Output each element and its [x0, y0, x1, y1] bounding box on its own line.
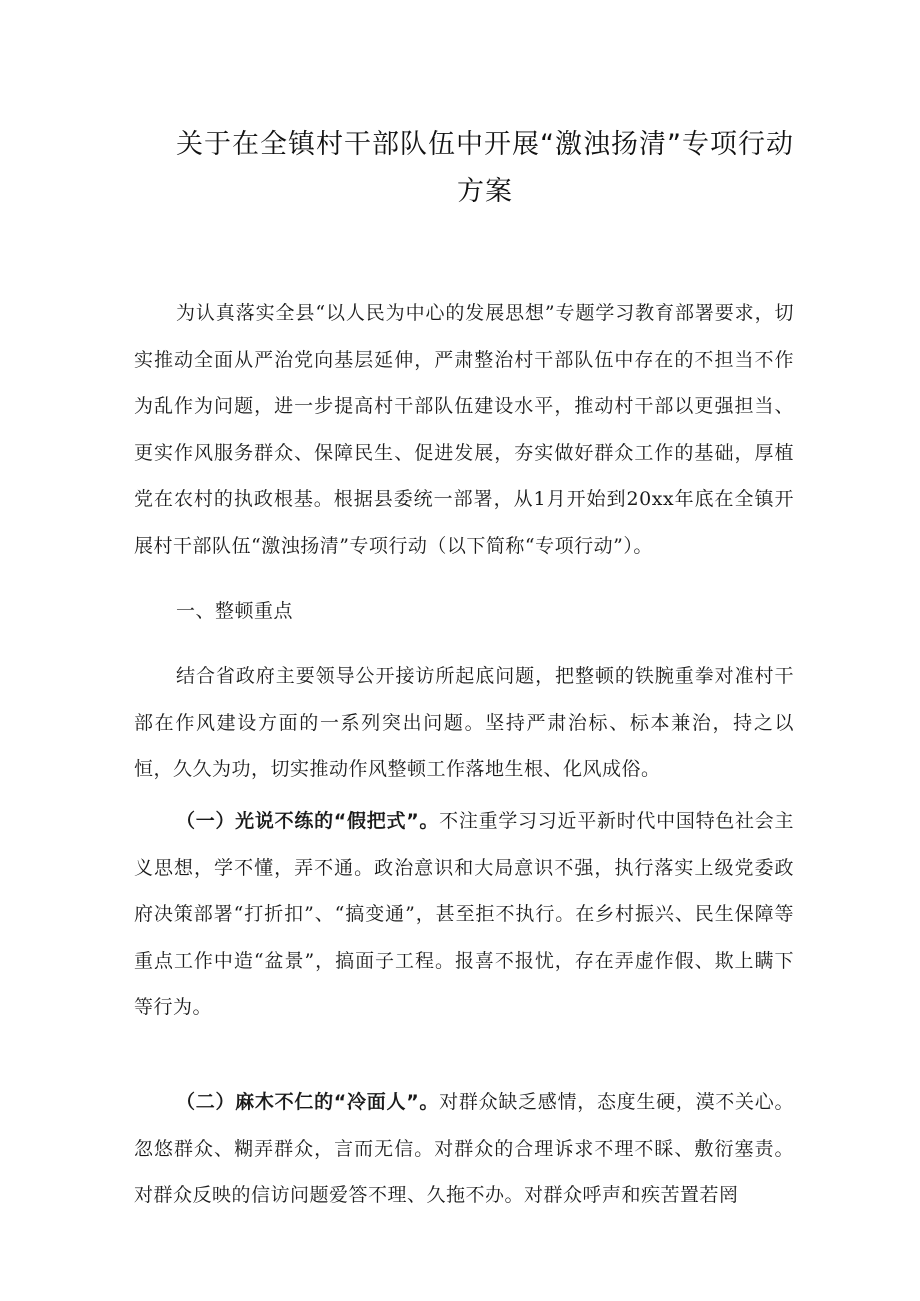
list-item-2-lead: （二）麻木不仁的“冷面人”。: [176, 1091, 440, 1113]
list-item-1: [134, 798, 794, 1031]
list-item-1-text: 不注重学习习近平新时代中国特色社会主义思想，学不懂，弄不通。政治意识和大局意识不强，执行落实上级党委政府决策部署“打折扣”、“搞变通”，甚至拒不执行。在乡村振兴、民生保障等重点工作中造“盆景”，搞面子工程。报喜不报忧，存在弄虚作假、欺上瞒下等行为。: [134, 810, 794, 1018]
document-title-line-2: 方案: [457, 176, 513, 207]
list-item-2-text: 对群众缺乏感情，态度生硬，漠不关心。忽悠群众、糊弄群众，言而无信。对群众的合理诉求不理不睬、敷衍塞责。对群众反映的信访问题爱答不理、久拖不办。对群众呼声和疾苦置若罔: [134, 1091, 794, 1206]
document-title-line-1: 关于在全镇村干部队伍中开展“激浊扬清”专项行动: [176, 129, 794, 160]
paragraph-intro: 为认真落实全县“以人民为中心的发展思想”专题学习教育部署要求，切实推动全面从严治党向基层延伸，严肃整治村干部队伍中存在的不担当不作为乱作为问题，进一步提高村干部队伍建设水平，推动村干部以更强担当、更实作风服务群众、保障民生、促进发展，夯实做好群众工作的基础，厚植党在农村的执政根基。根据县委统一部署，从1月开始到20xx年底在全镇开展村干部队伍“激浊扬清”专项行动（以下简称“专项行动”）。: [134, 302, 794, 557]
section-heading-1: 一、整顿重点: [176, 600, 294, 622]
list-item-2: [134, 1079, 794, 1219]
list-item-1-lead: （一）光说不练的“假把式”。: [176, 810, 440, 832]
paragraph-focus: 结合省政府主要领导公开接访所起底问题，把整顿的铁腕重拳对准村干部在作风建设方面的一系列突出问题。坚持严肃治标、标本兼治，持之以恒，久久为功，切实推动作风整顿工作落地生根、化风成俗。: [134, 665, 794, 780]
